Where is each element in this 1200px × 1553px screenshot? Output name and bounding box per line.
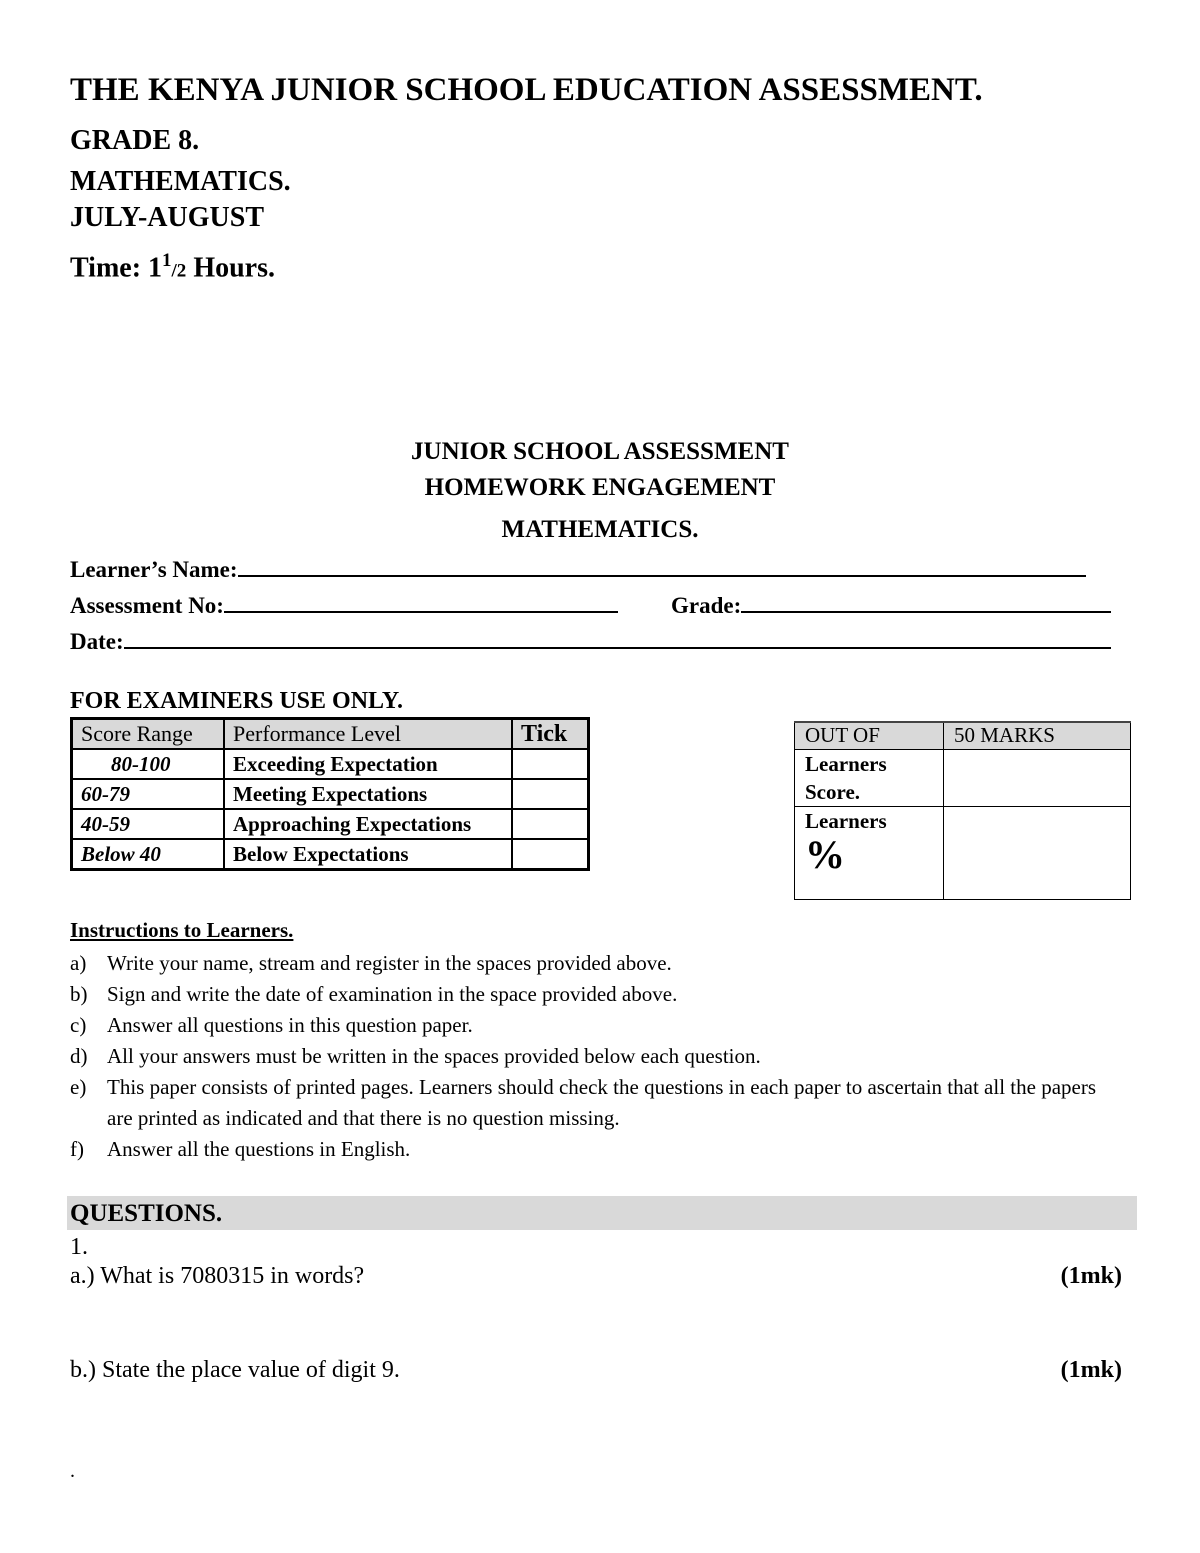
time-denominator: /2 [171,260,187,282]
grade-line[interactable] [741,593,1111,613]
list-item-text: All your answers must be written in the spaces provided below each question. [107,1044,761,1068]
learner-name-field[interactable] [70,557,1086,583]
tick-cell[interactable] [512,749,589,779]
tick-cell[interactable] [512,809,589,839]
learners-score-label [795,750,944,807]
performance-level-cell: Meeting Expectations [224,779,512,809]
questions-heading: QUESTIONS. [67,1196,1137,1230]
table-row [72,749,589,779]
assessment-heading-3: MATHEMATICS. [501,516,699,543]
list-item-letter: d) [70,1044,88,1068]
time-label [70,250,275,284]
question-1b-text: b.) State the place value of digit 9. [70,1357,400,1383]
time-prefix: Time: 1 [70,252,163,284]
time-numerator: 1 [162,250,172,271]
learners-percent-label-line1: Learners [805,809,887,833]
out-of-label: OUT OF [795,722,944,750]
list-item [70,1134,1120,1165]
table-row [72,809,589,839]
learner-name-line[interactable] [238,557,1086,577]
assessment-no-field[interactable] [70,593,618,619]
col-score-range: Score Range [72,719,225,750]
score-box-header [795,722,1131,750]
date-field[interactable] [70,629,1111,655]
assessment-heading-1: JUNIOR SCHOOL ASSESSMENT [411,438,789,465]
date-line[interactable] [124,629,1111,649]
list-item-text: Write your name, stream and register in the spaces provided above. [107,951,672,975]
performance-table-header [72,719,589,750]
learner-name-label: Learner’s Name: [70,557,238,582]
learners-score-cell[interactable] [944,750,1131,807]
learners-score-label-line2: Score. [805,780,861,804]
question-number: 1. [70,1234,88,1260]
list-item [70,1072,1120,1134]
learners-percent-cell[interactable] [944,807,1131,900]
subject-label: MATHEMATICS. [70,166,291,197]
list-item-letter: c) [70,1013,87,1037]
grade-label: GRADE 8. [70,125,200,156]
list-item-letter: f) [70,1137,84,1161]
list-item-text: Answer all questions in this question paper. [107,1013,473,1037]
tick-cell[interactable] [512,779,589,809]
list-item [70,948,1120,979]
score-range-cell: 60-79 [72,779,225,809]
performance-level-cell: Approaching Expectations [224,809,512,839]
list-item [70,1041,1120,1072]
assessment-heading-2: HOMEWORK ENGAGEMENT [424,474,776,501]
list-item-text: Sign and write the date of examination in the space provided above. [107,982,678,1006]
list-item-text: Answer all the questions in English. [107,1137,411,1161]
term-label: JULY-AUGUST [70,202,264,233]
examiners-heading: FOR EXAMINERS USE ONLY. [70,688,403,714]
score-range-cell: 40-59 [72,809,225,839]
instructions-list [70,948,1120,1165]
list-item-letter: e) [70,1075,87,1099]
learners-score-label-line1: Learners [805,752,887,776]
assessment-no-label: Assessment No: [70,593,224,618]
list-item-text: This paper consists of printed pages. Learners should check the questions in each paper to ascertain that all the papers are printed as indicated and that there is no question missing. [107,1075,1096,1130]
learners-percent-row [795,807,1131,900]
score-box [794,721,1131,900]
list-item-letter: b) [70,982,88,1006]
question-1a-text: a.) What is 7080315 in words? [70,1263,365,1289]
performance-level-cell: Below Expectations [224,839,512,870]
question-1a-mark: (1mk) [1060,1263,1122,1289]
list-item [70,979,1120,1010]
grade-field[interactable] [671,593,1111,619]
score-range-cell: Below 40 [72,839,225,870]
percent-sign: % [805,832,845,877]
time-suffix: Hours. [186,252,275,284]
learners-percent-label [795,807,944,900]
list-item-letter: a) [70,951,87,975]
table-row [72,779,589,809]
question-1b-mark: (1mk) [1060,1357,1122,1383]
performance-level-cell: Exceeding Expectation [224,749,512,779]
table-row [72,839,589,870]
paper-title: THE KENYA JUNIOR SCHOOL EDUCATION ASSESSMENT. [70,72,983,108]
score-range-cell: 80-100 [72,749,225,779]
performance-table [70,717,590,871]
col-tick: Tick [512,719,589,750]
list-item [70,1010,1120,1041]
footer-dot: . [70,1460,75,1482]
learners-score-row [795,750,1131,807]
date-label: Date: [70,629,124,654]
assessment-no-line[interactable] [224,593,618,613]
total-marks-label: 50 MARKS [944,722,1131,750]
tick-cell[interactable] [512,839,589,870]
instructions-title: Instructions to Learners. [70,918,294,942]
grade-field-label: Grade: [671,593,742,618]
col-performance-level: Performance Level [224,719,512,750]
